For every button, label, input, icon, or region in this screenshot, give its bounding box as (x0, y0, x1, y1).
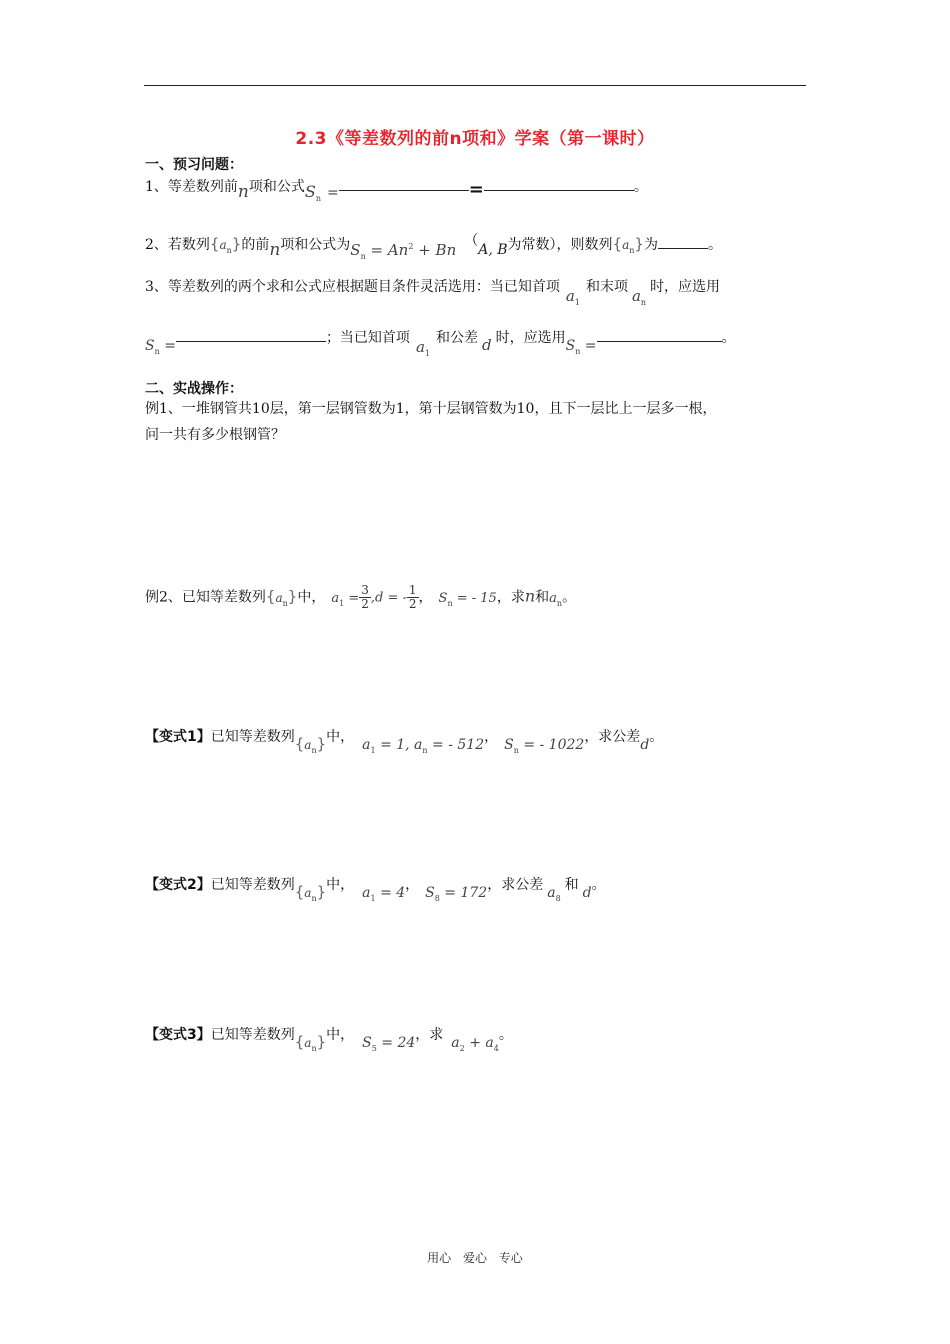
footer-motto: 用心 爱心 专心 (427, 1251, 523, 1265)
section-heading-preview: 一、预习问题： (145, 157, 243, 173)
question-3: 3、等差数列的两个求和公式应根据题目条件灵活选用：当已知首项 $a_1$和末项 $a_n$时，应选用 (145, 279, 721, 307)
question-1: 1、等差数列前n项和公式$S_n$ = = 。 (145, 176, 648, 210)
section-heading-practice: 二、实战操作： (145, 381, 243, 397)
fraction-one-half: $\frac{1}{2}$ (408, 583, 417, 611)
example-1-line-2: 问一共有多少根钢管？ (145, 427, 285, 443)
variant-2: 【变式2】已知等差数列$\{a_n\}$中， $a_1 = 4$， $S_8 = 172$，求公差 $a_8$和 d。 (145, 877, 606, 903)
answer-blank (484, 176, 634, 191)
answer-blank (597, 327, 722, 342)
fraction-three-halves: $\frac{3}{2}$ (361, 583, 369, 611)
variant-1: 【变式1】已知等差数列$\{a_n\}$中， $a_1 = 1$, $a_n$ = - 512， $S_n$ = - 1022，求公差d。 (145, 729, 664, 755)
page-title: 2.3《等差数列的前n项和》学案（第一课时） (295, 129, 655, 149)
header-rule (144, 85, 806, 86)
example-1-line-1: 例1、一堆钢管共10层，第一层钢管数为1，第十层钢管数为10，且下一层比上一层多一根， (145, 401, 717, 417)
answer-blank (176, 327, 326, 342)
example-2: 例2、已知等差数列$\{a_n\}$中， $a_1$ = $\frac{3}{2}$ ,d = - $\frac{1}{2}$ ， $S_n$ = - 15，求n和$a_n$。 (145, 583, 577, 611)
question-2: 2、若数列$\{a_n\}$的前n项和公式为$S_n = An^2 + Bn$ （A, B为常数），则数列$\{a_n\}$为 。 (145, 233, 722, 261)
variant-3: 【变式3】已知等差数列$\{a_n\}$中， $S_5 = 24$，求 $a_2 + a_4$。 (145, 1027, 513, 1053)
question-3-continued: $S_n$ = ；当已知首项 $a_1$和公差 d 时，应选用$S_n$ = 。 (145, 327, 736, 365)
answer-blank (339, 176, 469, 191)
answer-blank (658, 234, 708, 249)
